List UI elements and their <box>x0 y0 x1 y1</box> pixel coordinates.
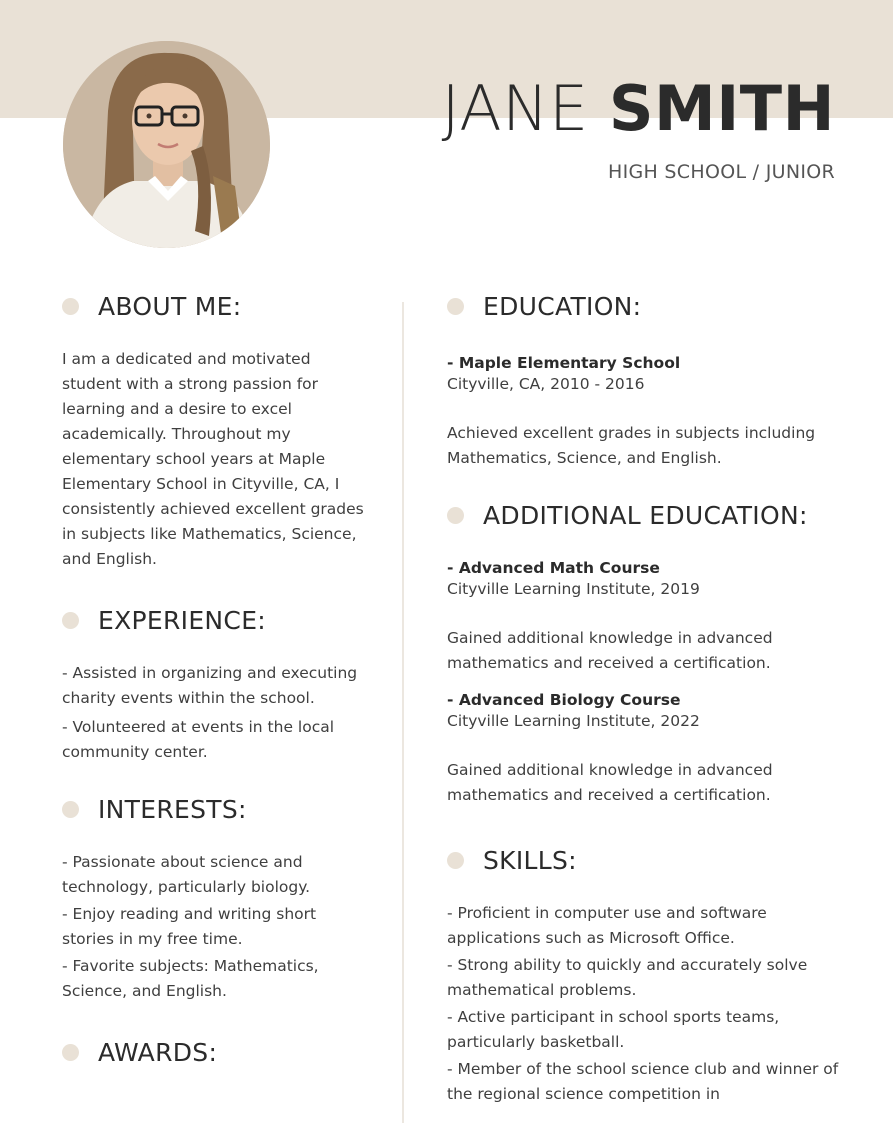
additional-education-title: ADDITIONAL EDUCATION: <box>483 501 808 530</box>
list-item: - Member of the school science club and winner of the regional science competition in <box>447 1060 839 1103</box>
bullet-dot-icon <box>447 298 464 315</box>
column-divider <box>402 302 404 1123</box>
awards-title: AWARDS: <box>98 1038 218 1067</box>
bullet-dot-icon <box>447 507 464 524</box>
interests-list <box>62 850 372 1004</box>
education-title: EDUCATION: <box>483 292 642 321</box>
bullet-dot-icon <box>62 612 79 629</box>
school-name: - Maple Elementary School <box>447 354 681 372</box>
list-item: - Enjoy reading and writing short stories in my free time. <box>62 905 317 948</box>
list-item: - Favorite subjects: Mathematics, Science, and English. <box>62 957 319 1000</box>
course-name: - Advanced Biology Course <box>447 691 681 709</box>
experience-heading <box>62 606 372 635</box>
about-heading <box>62 292 372 321</box>
list-item: - Volunteered at events in the local community center. <box>62 718 335 761</box>
school-location: Cityville, CA, 2010 - 2016 <box>447 375 645 393</box>
school-description: Achieved excellent grades in subjects including Mathematics, Science, and English. <box>447 424 816 467</box>
education-entry <box>447 353 847 471</box>
course-entry <box>447 690 847 808</box>
course-name: - Advanced Math Course <box>447 559 660 577</box>
bullet-dot-icon <box>62 801 79 818</box>
subtitle: HIGH SCHOOL / JUNIOR <box>607 161 835 183</box>
bullet-dot-icon <box>62 298 79 315</box>
profile-photo <box>63 41 270 248</box>
interests-heading <box>62 795 372 824</box>
full-name <box>441 72 836 145</box>
right-column <box>447 292 847 1107</box>
skills-title: SKILLS: <box>483 846 577 875</box>
experience-title: EXPERIENCE: <box>98 606 267 635</box>
course-place: Cityville Learning Institute, 2022 <box>447 712 700 730</box>
course-place: Cityville Learning Institute, 2019 <box>447 580 700 598</box>
course-description: Gained additional knowledge in advanced mathematics and received a certification. <box>447 629 773 672</box>
bullet-dot-icon <box>62 1044 79 1061</box>
education-heading <box>447 292 847 321</box>
list-item: - Proficient in computer use and software applications such as Microsoft Office. <box>447 904 767 947</box>
list-item: - Strong ability to quickly and accurately solve mathematical problems. <box>447 956 808 999</box>
course-entry <box>447 558 847 676</box>
list-item: - Active participant in school sports teams, particularly basketball. <box>447 1008 780 1051</box>
list-item: - Passionate about science and technology, particularly biology. <box>62 853 311 896</box>
last-name: SMITH <box>608 72 835 145</box>
awards-heading <box>62 1038 372 1067</box>
skills-list <box>447 901 847 1107</box>
bullet-dot-icon <box>447 852 464 869</box>
about-title: ABOUT ME: <box>98 292 242 321</box>
list-item: - Assisted in organizing and executing charity events within the school. <box>62 664 358 707</box>
first-name: JANE <box>441 72 589 145</box>
skills-heading <box>447 846 847 875</box>
about-text: I am a dedicated and motivated student with a strong passion for learning and a desire to excel academically. Throughout my elementary school years at Maple Elementary School in Cityville, CA, I consistently achieved excellent grades in subjects like Mathematics, Science, and English. <box>62 350 364 568</box>
course-description: Gained additional knowledge in advanced mathematics and received a certification. <box>447 761 773 804</box>
interests-title: INTERESTS: <box>98 795 247 824</box>
experience-list <box>62 661 372 765</box>
left-column <box>62 292 372 1067</box>
additional-education-heading <box>447 501 847 530</box>
